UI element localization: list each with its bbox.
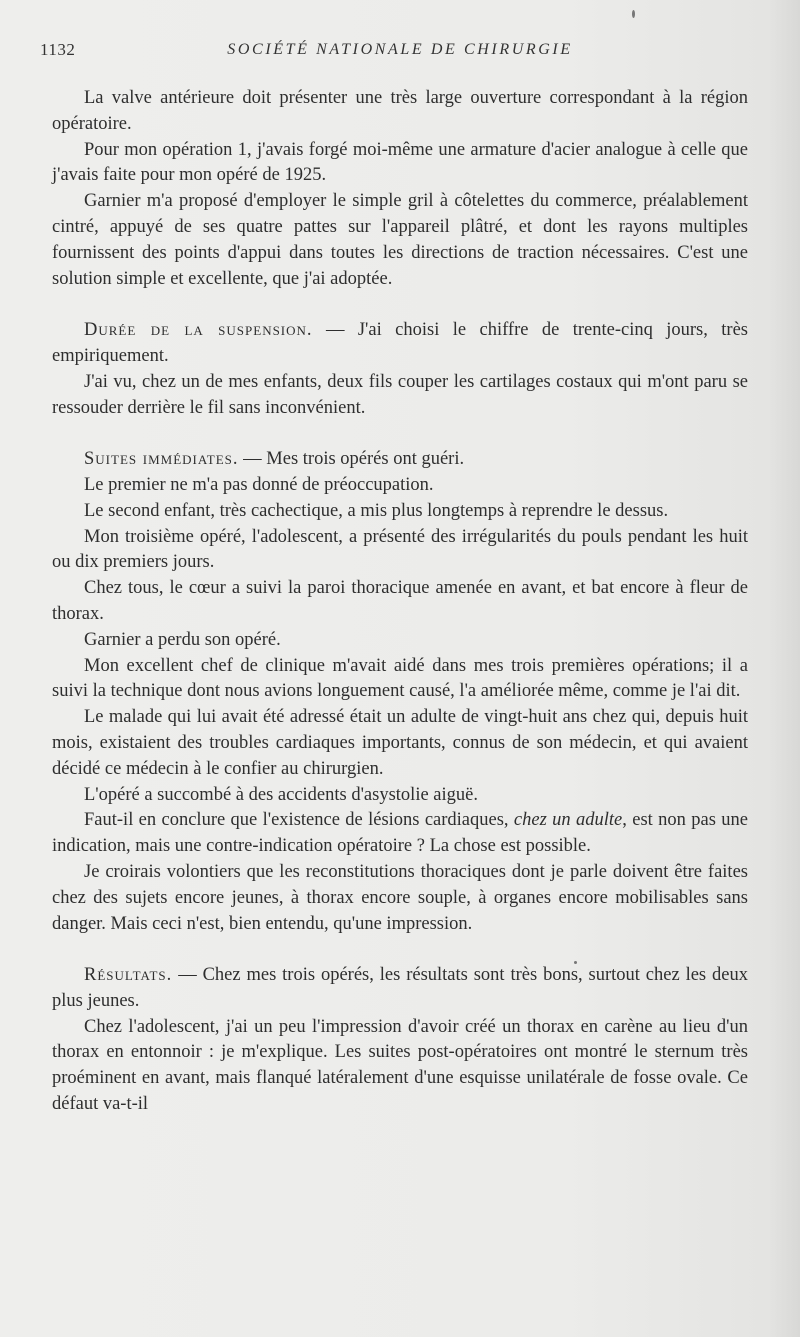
paragraph-fils: J'ai vu, chez un de mes enfants, deux fils couper les cartilages costaux qui m'ont paru se ressouder derrière le fil sans inconvénient. <box>52 371 748 418</box>
paragraph-coeur: Chez tous, le cœur a suivi la paroi thoracique amenée en avant, et bat encore à fleur de thorax. <box>52 578 748 624</box>
section-heading-resultats: Résultats. <box>84 965 173 986</box>
running-title: SOCIÉTÉ NATIONALE DE CHIRURGIE <box>227 41 573 58</box>
paragraph-malade: Le malade qui lui avait été adressé était un adulte de vingt-huit ans chez qui, depuis huit mois, existaient des troubles cardiaques importants, connus de son médecin, et qui avaient décidé ce médecin à le confier au chirurgien. <box>52 707 748 779</box>
paragraph-garnier-perdu: Garnier a perdu son opéré. <box>84 629 281 650</box>
paragraph-troisieme: Mon troisième opéré, l'adolescent, a présenté des irrégularités du pouls pendant les huit ou dix premiers jours. <box>52 526 748 573</box>
paragraph-conclure: Faut-il en conclure que l'existence de lésions cardiaques, chez un adulte, est non pas une indication, mais une contre-indication opératoire ? La chose est possible. <box>52 810 748 857</box>
paragraph-gril: Garnier m'a proposé d'employer le simple gril à côtelettes du commerce, préalablement cintré, appuyé de ses quatre pattes sur l'appareil plâtré, et dont les rayons multiples fournissent des points d'appui dans toutes les directions de traction nécessaires. C'est une solution simple et excellente, que j'ai adoptée. <box>52 191 748 289</box>
page-number: 1132 <box>40 40 76 59</box>
paragraph-chef-clinique: Mon excellent chef de clinique m'avait aidé dans mes trois premières opérations; il a suivi la technique dont nous avions longuement causé, l'a améliorée même, comme je l'ai dit. <box>52 655 748 702</box>
paragraph-asystolie: L'opéré a succombé à des accidents d'asystolie aiguë. <box>84 784 478 805</box>
section-heading-duree: Durée de la suspension. <box>84 320 313 341</box>
paragraph-suites-immediates: Suites immédiates. — Mes trois opérés ont guéri. <box>84 449 465 470</box>
body-text <box>52 86 748 1118</box>
paragraph-reconstitutions: Je croirais volontiers que les reconstitutions thoraciques dont je parle doivent être faites chez des sujets encore jeunes, à thorax encore souple, à organes encore mobilisables sans danger. Mais ceci n'est, bien entendu, qu'une impression. <box>52 861 748 934</box>
paragraph-duree-suspension: Durée de la suspension. — J'ai choisi le chiffre de trente-cinq jours, très empiriquement. <box>52 320 748 366</box>
paragraph-armature: Pour mon opération 1, j'avais forgé moi-même une armature d'acier analogue à celle que j'avais faite pour mon opéré de 1925. <box>52 139 748 186</box>
paragraph-adolescent: Chez l'adolescent, j'ai un peu l'impression d'avoir créé un thorax en carène au lieu d'un thorax en entonnoir : je m'explique. Les suites post-opératoires ont montré le sternum très proéminent en avant, mais flanqué latéralement d'une esquisse unilatérale de fosse ovale. Ce défaut va-t-il <box>52 1016 748 1115</box>
scan-speck <box>632 10 635 18</box>
paragraph-resultats: Résultats. — Chez mes trois opérés, les résultats sont très bons, surtout chez les deux plus jeunes. <box>52 965 748 1011</box>
italic-phrase: chez un adulte <box>513 810 623 831</box>
section-heading-suites: Suites immédiates. <box>84 449 239 470</box>
paragraph-second: Le second enfant, très cachectique, a mis plus longtemps à reprendre le dessus. <box>84 500 669 521</box>
paragraph-valve: La valve antérieure doit présenter une très large ouverture correspondant à la région opératoire. <box>52 88 748 134</box>
paragraph-premier: Le premier ne m'a pas donné de préoccupation. <box>84 474 434 495</box>
running-header <box>40 40 760 64</box>
scan-speck <box>574 961 577 964</box>
